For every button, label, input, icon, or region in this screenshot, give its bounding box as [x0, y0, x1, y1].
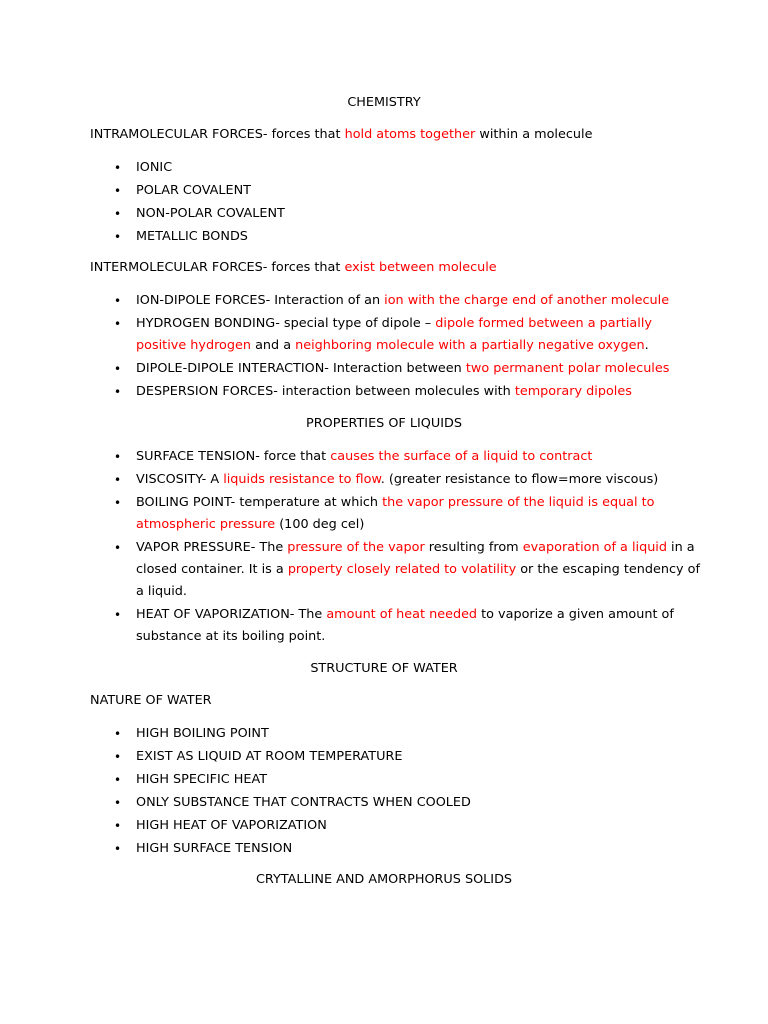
list-item: METALLIC BONDS — [136, 229, 248, 244]
list-item — [136, 607, 674, 623]
list-item: NON-POLAR COVALENT — [136, 206, 285, 221]
highlight-text: temporary dipoles — [514, 384, 632, 399]
bullet-icon: • — [114, 161, 122, 175]
highlight-text: liquids resistance to flow — [223, 472, 381, 487]
highlight-text: causes the surface of a liquid to contract — [330, 449, 593, 464]
bullet-icon: • — [114, 608, 122, 622]
list-item-continuation — [136, 517, 364, 533]
list-item — [136, 384, 632, 400]
highlight-text: dipole formed between a partially — [435, 316, 652, 331]
bullet-icon: • — [114, 184, 122, 198]
highlight-text: evaporation of a liquid — [522, 540, 667, 555]
bullet-icon: • — [114, 362, 122, 376]
page-title: CHEMISTRY — [347, 95, 421, 110]
bullet-icon: • — [114, 317, 122, 331]
highlight-text: hold atoms together — [344, 127, 476, 142]
text: BOILING POINT- temperature at which — [136, 495, 383, 510]
text: closed container. It is a — [136, 562, 288, 577]
bullet-icon: • — [114, 496, 122, 510]
text: SURFACE TENSION- force that — [136, 449, 331, 464]
bullet-icon: • — [114, 450, 122, 464]
text: DIPOLE-DIPOLE INTERACTION- Interaction between — [136, 361, 466, 376]
text: . (greater resistance to flow=more viscous) — [380, 472, 659, 487]
intermolecular-heading — [90, 260, 497, 276]
highlight-text: positive hydrogen — [136, 338, 251, 353]
highlight-text: exist between molecule — [344, 260, 497, 275]
list-item: HIGH BOILING POINT — [136, 726, 269, 741]
bullet-icon: • — [114, 230, 122, 244]
bullet-icon: • — [114, 385, 122, 399]
text: and a — [251, 338, 296, 353]
bullet-icon: • — [114, 207, 122, 221]
list-item — [136, 316, 652, 332]
text: INTRAMOLECULAR FORCES- forces that — [90, 127, 345, 142]
text: within a molecule — [475, 127, 593, 142]
text: resulting from — [424, 540, 523, 555]
section-heading-liquids: PROPERTIES OF LIQUIDS — [306, 416, 462, 431]
list-item-continuation — [136, 338, 649, 354]
highlight-text: pressure of the vapor — [287, 540, 425, 555]
highlight-text: neighboring molecule with a partially negative oxygen — [295, 338, 645, 353]
bullet-icon: • — [114, 541, 122, 555]
text: HEAT OF VAPORIZATION- The — [136, 607, 327, 622]
text: or the escaping tendency of — [516, 562, 700, 577]
text: HYDROGEN BONDING- special type of dipole – — [136, 316, 436, 331]
list-item-continuation — [136, 562, 700, 578]
bullet-icon: • — [114, 819, 122, 833]
bullet-icon: • — [114, 294, 122, 308]
highlight-text: amount of heat needed — [326, 607, 478, 622]
list-item — [136, 449, 592, 465]
list-item: HIGH SPECIFIC HEAT — [136, 772, 268, 787]
text: (100 deg cel) — [275, 517, 365, 532]
text: INTERMOLECULAR FORCES- forces that — [90, 260, 345, 275]
list-item: EXIST AS LIQUID AT ROOM TEMPERATURE — [136, 749, 403, 764]
bullet-icon: • — [114, 842, 122, 856]
text: . — [644, 338, 649, 353]
list-item: HIGH SURFACE TENSION — [136, 841, 293, 856]
list-item: POLAR COVALENT — [136, 183, 252, 198]
text: VISCOSITY- A — [136, 472, 224, 487]
bullet-icon: • — [114, 750, 122, 764]
list-item-continuation: substance at its boiling point. — [136, 629, 326, 644]
text: to vaporize a given amount of — [477, 607, 674, 622]
list-item — [136, 540, 695, 556]
section-heading-water: STRUCTURE OF WATER — [310, 661, 458, 676]
list-item — [136, 472, 658, 488]
list-item — [136, 361, 669, 377]
bullet-icon: • — [114, 727, 122, 741]
text: ION-DIPOLE FORCES- Interaction of an — [136, 293, 385, 308]
text: DESPERSION FORCES- interaction between molecules with — [136, 384, 515, 399]
highlight-text: two permanent polar molecules — [465, 361, 670, 376]
highlight-text: atmospheric pressure — [136, 517, 276, 532]
bullet-icon: • — [114, 473, 122, 487]
subheading-nature-of-water: NATURE OF WATER — [90, 693, 212, 708]
text: VAPOR PRESSURE- The — [136, 540, 288, 555]
list-item — [136, 293, 669, 309]
text: in a — [666, 540, 695, 555]
intramolecular-heading — [90, 127, 592, 143]
highlight-text: ion with the charge end of another molecule — [384, 293, 670, 308]
list-item-continuation: a liquid. — [136, 584, 188, 599]
list-item: IONIC — [136, 160, 173, 175]
bullet-icon: • — [114, 773, 122, 787]
highlight-text: the vapor pressure of the liquid is equal to — [382, 495, 655, 510]
highlight-text: property closely related to volatility — [287, 562, 517, 577]
bullet-icon: • — [114, 796, 122, 810]
list-item: HIGH HEAT OF VAPORIZATION — [136, 818, 327, 833]
section-heading-solids: CRYTALLINE AND AMORPHORUS SOLIDS — [255, 872, 513, 887]
list-item: ONLY SUBSTANCE THAT CONTRACTS WHEN COOLED — [136, 795, 471, 810]
list-item — [136, 495, 655, 511]
